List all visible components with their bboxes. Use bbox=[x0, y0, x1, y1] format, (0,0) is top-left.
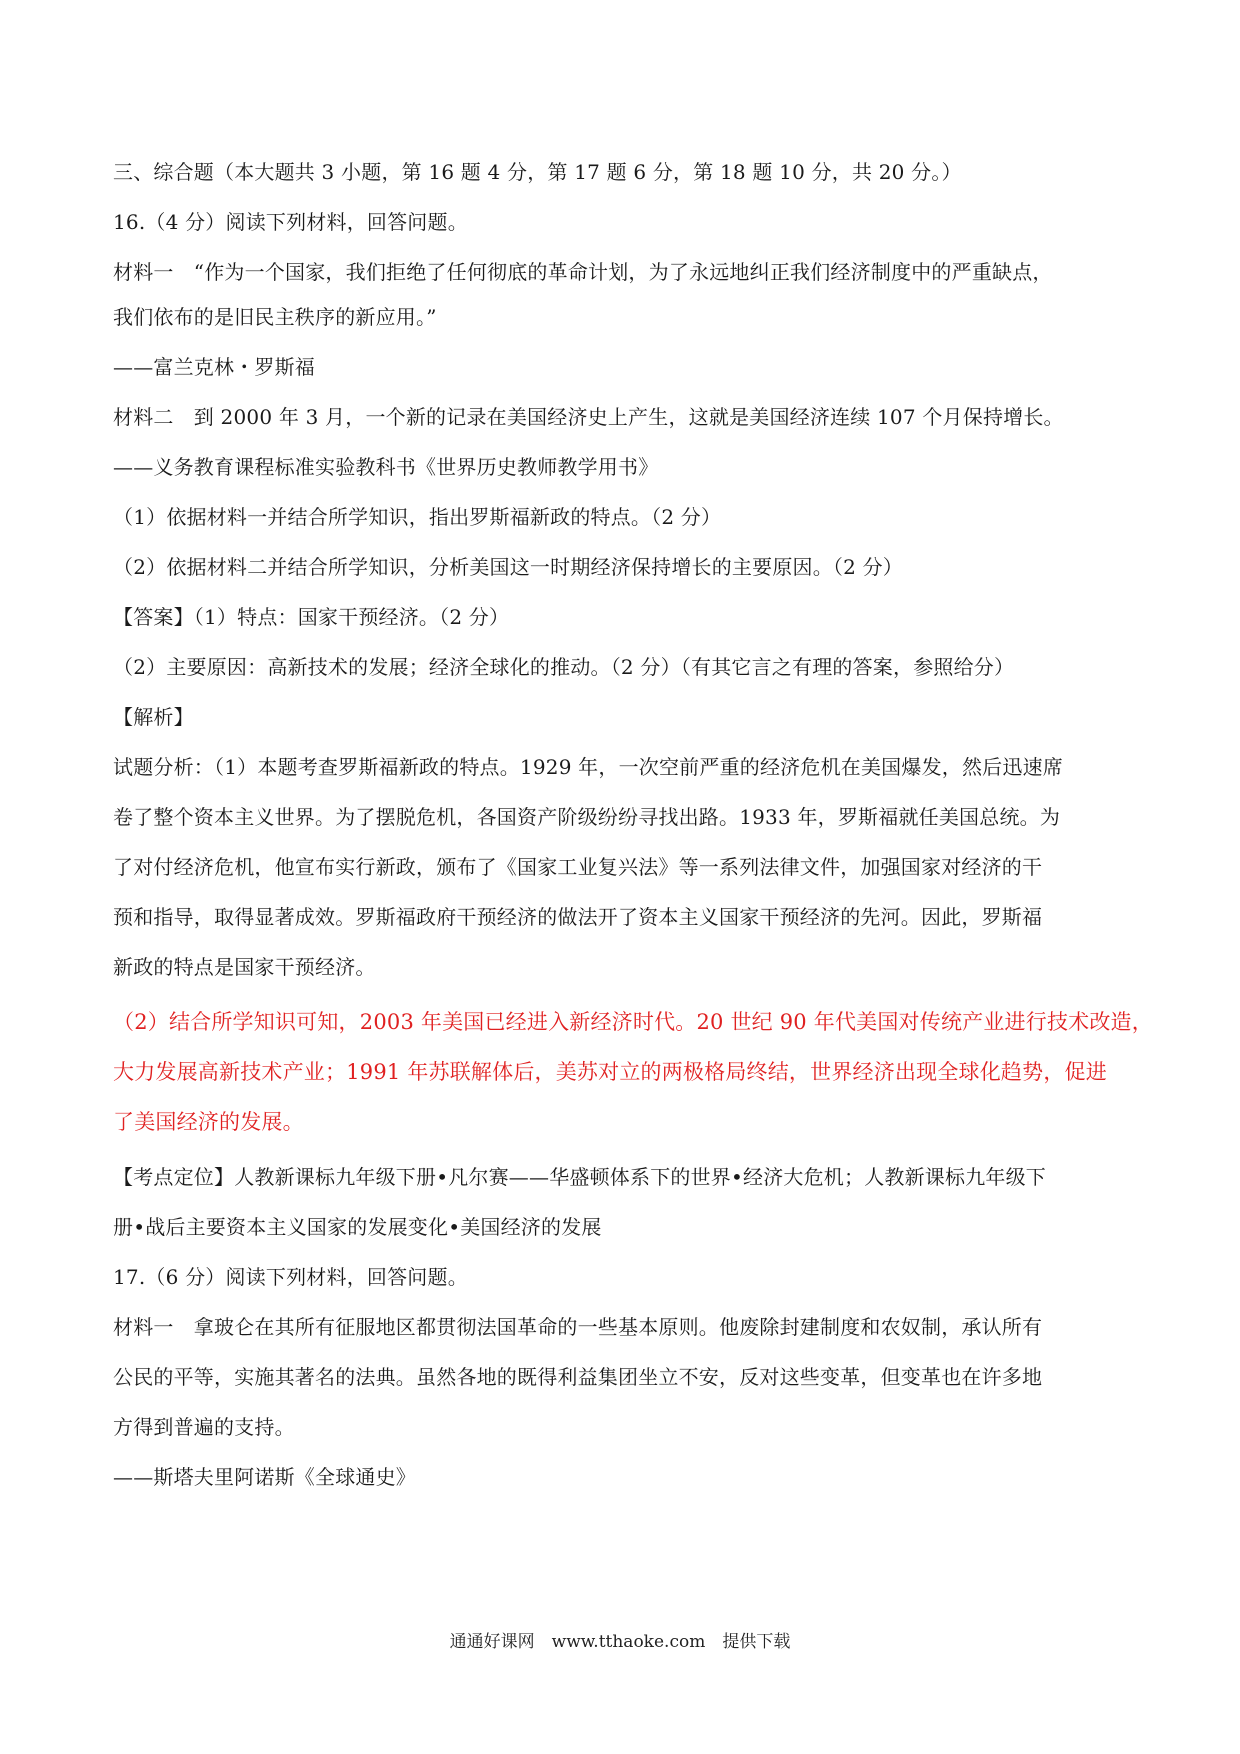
answer-2: （2）主要原因：高新技术的发展；经济全球化的推动。（2 分）（有其它言之有理的答案，参照给分） bbox=[113, 655, 1015, 679]
analysis-red-line-1: （2）结合所学知识可知，2003 年美国已经进入新经济时代。20 世纪 90 年代美国对传统产业进行技术改造， bbox=[113, 1010, 1153, 1034]
analysis-line-3: 了对付经济危机，他宣布实行新政，颁布了《国家工业复兴法》等一系列法律文件，加强国家对经济的干 bbox=[113, 855, 1043, 879]
sub-question-1: （1）依据材料一并结合所学知识，指出罗斯福新政的特点。（2 分） bbox=[113, 505, 722, 529]
key-point-line-1: 【考点定位】人教新课标九年级下册•凡尔赛——华盛顿体系下的世界•经济大危机；人教新课标九年级下 bbox=[113, 1165, 1046, 1189]
q17-material-1-line-2: 公民的平等，实施其著名的法典。虽然各地的既得利益集团坐立不安，反对这些变革，但变革也在许多地 bbox=[113, 1365, 1043, 1389]
analysis-line-4: 预和指导，取得显著成效。罗斯福政府干预经济的做法开了资本主义国家干预经济的先河。因此，罗斯福 bbox=[113, 905, 1043, 929]
analysis-red-line-2: 大力发展高新技术产业；1991 年苏联解体后，美苏对立的两极格局终结，世界经济出现全球化趋势，促进 bbox=[113, 1060, 1107, 1084]
analysis-heading: 【解析】 bbox=[113, 705, 194, 729]
analysis-line-2: 卷了整个资本主义世界。为了摆脱危机，各国资产阶级纷纷寻找出路。1933 年，罗斯福就任美国总统。为 bbox=[113, 805, 1061, 829]
q17-material-1-line-1: 材料一 拿玻仑在其所有征服地区都贯彻法国革命的一些基本原则。他废除封建制度和农奴制，承认所有 bbox=[113, 1315, 1043, 1339]
key-point-line-2: 册•战后主要资本主义国家的发展变化•美国经济的发展 bbox=[113, 1215, 602, 1239]
analysis-red-line-3: 了美国经济的发展。 bbox=[113, 1110, 304, 1134]
question-17-title: 17.（6 分）阅读下列材料，回答问题。 bbox=[113, 1265, 468, 1289]
material-2-source: ——义务教育课程标准实验教科书《世界历史教师教学用书》 bbox=[113, 455, 659, 479]
question-16-title: 16.（4 分）阅读下列材料，回答问题。 bbox=[113, 210, 468, 234]
q17-material-1-line-3: 方得到普遍的支持。 bbox=[113, 1415, 295, 1439]
material-1-source: ——富兰克林・罗斯福 bbox=[113, 355, 315, 379]
material-2-text: 材料二 到 2000 年 3 月，一个新的记录在美国经济史上产生，这就是美国经济连续 107 个月保持增长。 bbox=[113, 405, 1064, 429]
analysis-line-5: 新政的特点是国家干预经济。 bbox=[113, 955, 376, 979]
answer-1: 【答案】（1）特点：国家干预经济。（2 分） bbox=[113, 605, 510, 629]
analysis-line-1: 试题分析：（1）本题考查罗斯福新政的特点。1929 年，一次空前严重的经济危机在美国爆发，然后迅速席 bbox=[113, 755, 1063, 779]
q17-material-1-source: ——斯塔夫里阿诺斯《全球通史》 bbox=[113, 1465, 416, 1489]
section-heading: 三、综合题（本大题共 3 小题，第 16 题 4 分，第 17 题 6 分，第 18 题 10 分，共 20 分。） bbox=[113, 160, 962, 184]
material-1-line-2: 我们依布的是旧民主秩序的新应用。” bbox=[113, 305, 437, 329]
page-footer: 通通好课网 www.tthaoke.com 提供下载 bbox=[449, 1632, 791, 1652]
material-1-line-1: 材料一 “作为一个国家，我们拒绝了任何彻底的革命计划，为了永远地纠正我们经济制度中的严重缺点， bbox=[113, 260, 1053, 284]
sub-question-2: （2）依据材料二并结合所学知识，分析美国这一时期经济保持增长的主要原因。（2 分） bbox=[113, 555, 904, 579]
